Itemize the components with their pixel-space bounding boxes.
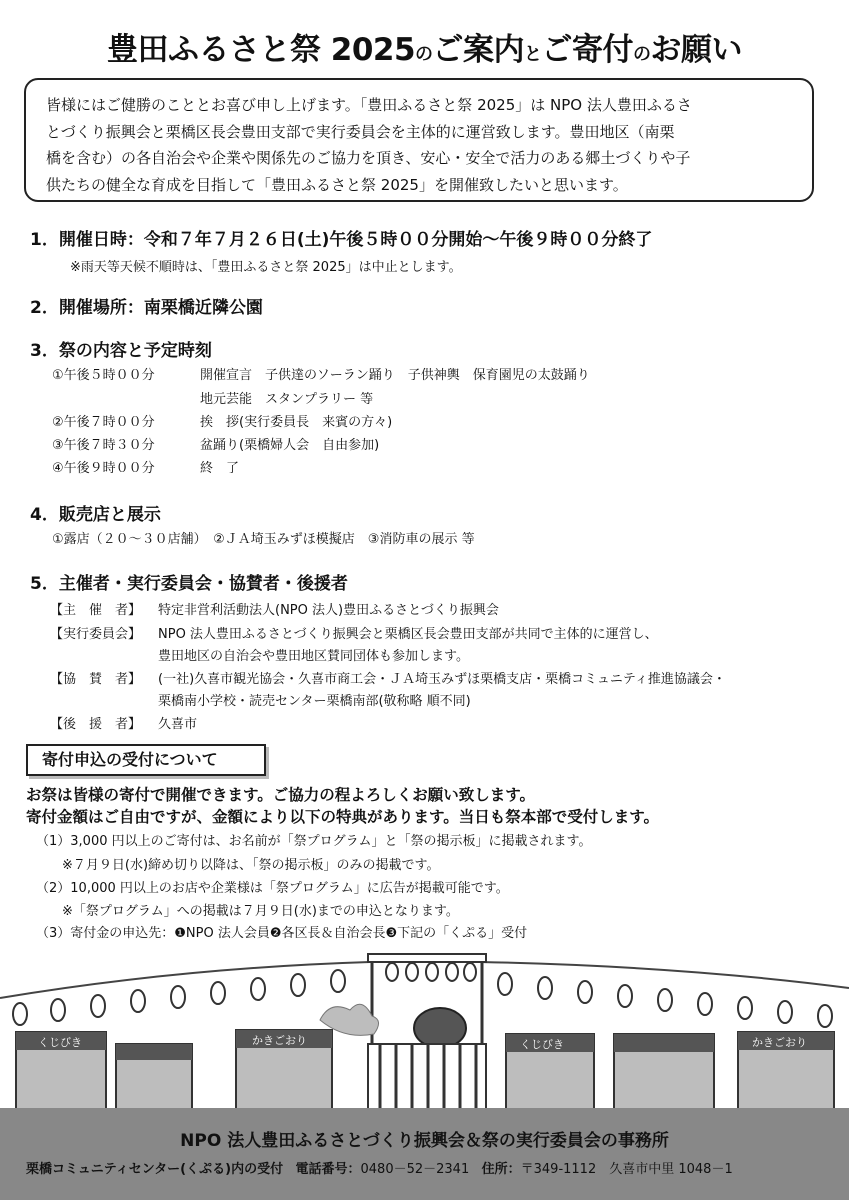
schedule-content: 地元芸能 スタンプラリー 等 xyxy=(200,392,374,407)
donation-lead-1: お祭は皆様の寄付で開催できます。ご協力の程よろしくお願い致します。 xyxy=(26,786,536,804)
schedule-content: 終 了 xyxy=(200,461,240,476)
rain-note: ※雨天等天候不順時は、「豊田ふるさと祭 2025」は中止とします。 xyxy=(70,260,462,275)
festival-illustration xyxy=(0,940,849,1110)
title-particle: の xyxy=(415,44,433,65)
supporter-value: 久喜市 xyxy=(158,717,198,732)
footer-address-label: 住所： xyxy=(481,1162,521,1177)
intro-line: 皆様にはご健勝のこととお喜び申し上げます。「豊田ふるさと祭 2025」は NPO 法人豊田ふるさ xyxy=(46,96,692,114)
sponsor-label: 【協 賛 者】 xyxy=(50,672,142,687)
title-donation: ご寄付 xyxy=(541,32,634,68)
donation-item: （3）寄付金の申込先：❶NPO 法人会員❷各区長＆自治会長❸下記の「くぷる」受付 xyxy=(36,926,528,941)
schedule-time: ④午後９時００分 xyxy=(52,461,155,476)
schedule-time: ②午後７時００分 xyxy=(52,415,155,430)
footer-phone: 0480－52－2341 xyxy=(360,1162,470,1177)
title-particle: と xyxy=(524,44,542,65)
title-request: お願い xyxy=(650,32,743,68)
schedule-time: ③午後７時３０分 xyxy=(52,438,155,453)
donation-note: ※「祭プログラム」への掲載は７月９日(水)までの申込となります。 xyxy=(62,904,459,919)
donation-lead-2: 寄付金額はご自由ですが、金額により以下の特典があります。当日も祭本部で受付します。 xyxy=(26,808,660,826)
organizer-label: 【主 催 者】 xyxy=(50,603,142,618)
booth-sign: くじびき xyxy=(38,1036,82,1049)
title-guide: ご案内 xyxy=(432,32,525,68)
footer-contact xyxy=(26,1158,733,1177)
intro-line: 橋を含む）の各自治会や企業や関係先のご協力を頂き、安心・安全で活力のある郷土づくりや子 xyxy=(46,149,691,167)
booth-sign: くじびき xyxy=(520,1038,564,1051)
footer-address: 〒349-1112 久喜市中里 1048－1 xyxy=(520,1162,733,1177)
schedule-content: 挨 拶(実行委員長 来賓の方々) xyxy=(200,415,393,430)
section-2-heading: 2．開催場所：南栗橋近隣公園 xyxy=(30,298,263,318)
sponsor-value: (一社)久喜市観光協会・久喜市商工会・ＪＡ埼玉みずほ栗橋支店・栗橋コミュニティ推進協議会・ xyxy=(158,672,726,687)
section-4-heading: 4．販売店と展示 xyxy=(30,505,161,525)
donation-box-title: 寄付申込の受付について xyxy=(26,744,266,776)
footer-office-title: NPO 法人豊田ふるさとづくり振興会＆祭の実行委員会の事務所 xyxy=(180,1131,669,1151)
section-1-heading: 1．開催日時：令和７年７月２６日(土)午後５時００分開始～午後９時００分終了 xyxy=(30,230,653,250)
schedule-content: 盆踊り(栗橋婦人会 自由参加) xyxy=(200,438,380,453)
intro-box xyxy=(24,78,814,202)
title-particle: の xyxy=(633,44,651,65)
sponsor-value: 栗橋南小学校・読売センター栗橋南部(敬称略 順不同) xyxy=(158,694,471,709)
shops-text: ①露店（２０～３０店舗） ②ＪＡ埼玉みずほ模擬店 ③消防車の展示 等 xyxy=(52,532,475,547)
supporter-label: 【後 援 者】 xyxy=(50,717,142,732)
schedule-time: ①午後５時００分 xyxy=(52,368,155,383)
section-3-heading: 3．祭の内容と予定時刻 xyxy=(30,341,212,361)
booth-sign: かきごおり xyxy=(252,1034,307,1047)
title-main: 豊田ふるさと祭 2025 xyxy=(106,32,416,68)
page-title xyxy=(0,24,849,69)
donation-item: （2）10,000 円以上のお店や企業様は「祭プログラム」に広告が掲載可能です。 xyxy=(36,881,509,896)
intro-line: とづくり振興会と栗橋区長会豊田支部で実行委員会を主体的に運営致します。豊田地区（南栗 xyxy=(46,122,675,141)
committee-value: 豊田地区の自治会や豊田地区賛同団体も参加します。 xyxy=(158,649,469,664)
footer-phone-label: 電話番号： xyxy=(295,1162,361,1177)
schedule-content: 開催宣言 子供達のソーラン踊り 子供神輿 保育園児の太鼓踊り xyxy=(200,368,590,383)
donation-note: ※７月９日(水)締め切り以降は、「祭の掲示板」のみの掲載です。 xyxy=(62,858,440,873)
organizer-value: 特定非営利活動法人(NPO 法人)豊田ふるさとづくり振興会 xyxy=(158,603,499,618)
footer-place: 栗橋コミュニティセンター(くぷる)内の受付 xyxy=(26,1162,284,1177)
section-5-heading: 5．主催者・実行委員会・協賛者・後援者 xyxy=(30,574,348,594)
committee-label: 【実行委員会】 xyxy=(50,627,142,642)
booth-sign: かきごおり xyxy=(752,1036,807,1049)
intro-line: 供たちの健全な育成を目指して「豊田ふるさと祭 2025」を開催致したいと思います。 xyxy=(46,175,628,194)
footer xyxy=(0,1108,849,1200)
donation-item: （1）3,000 円以上のご寄付は、お名前が「祭プログラム」と「祭の掲示板」に掲載されます。 xyxy=(36,834,592,849)
committee-value: NPO 法人豊田ふるさとづくり振興会と栗橋区長会豊田支部が共同で主体的に運営し、 xyxy=(158,627,658,642)
